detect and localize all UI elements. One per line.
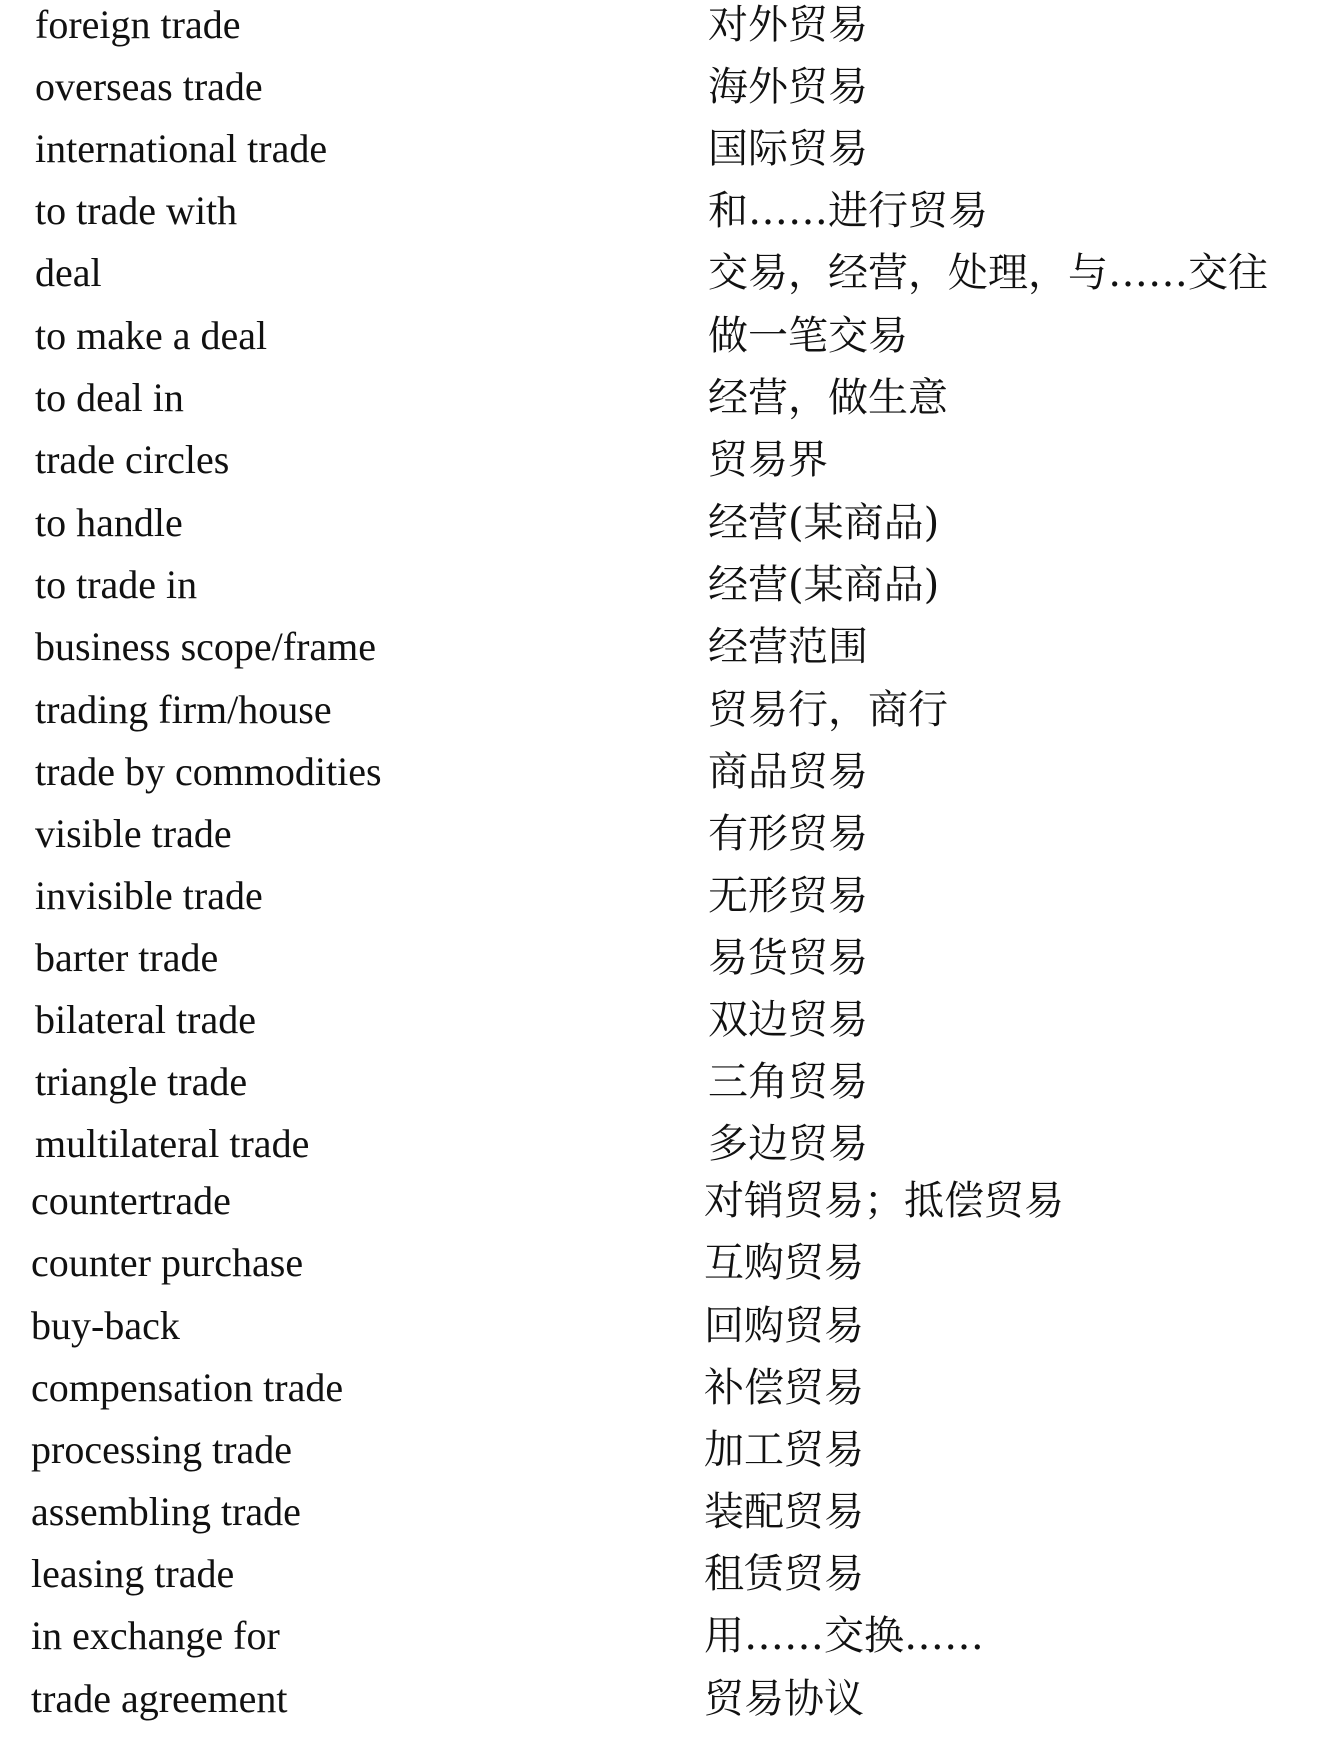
term-chinese: 商品贸易 — [708, 749, 868, 795]
term-chinese: 加工贸易 — [704, 1427, 864, 1473]
glossary-row — [0, 311, 1328, 373]
term-chinese: 和……进行贸易 — [708, 188, 988, 234]
glossary-row — [0, 62, 1328, 124]
glossary-row — [0, 248, 1328, 310]
glossary-row — [0, 1363, 1328, 1425]
term-chinese: 有形贸易 — [708, 811, 868, 857]
glossary-row — [0, 1674, 1328, 1736]
glossary-row — [0, 747, 1328, 809]
glossary-row — [0, 685, 1328, 747]
term-chinese: 易货贸易 — [708, 935, 868, 981]
glossary-row — [0, 809, 1328, 871]
term-english: trade by commodities — [35, 749, 382, 794]
term-english: assembling trade — [31, 1489, 301, 1534]
term-chinese: 交易，经营，处理，与……交往 — [708, 250, 1268, 296]
term-english: triangle trade — [35, 1059, 248, 1104]
glossary-row — [0, 373, 1328, 435]
glossary-row — [0, 1176, 1328, 1238]
term-english: visible trade — [35, 811, 232, 856]
term-english: overseas trade — [35, 64, 263, 109]
glossary-row — [0, 1611, 1328, 1673]
term-chinese: 经营(某商品) — [708, 500, 940, 546]
glossary-row — [0, 1549, 1328, 1611]
term-chinese: 补偿贸易 — [704, 1365, 864, 1411]
glossary-row — [0, 498, 1328, 560]
term-chinese: 经营范围 — [708, 624, 868, 670]
term-english: barter trade — [35, 935, 219, 980]
glossary-row — [0, 871, 1328, 933]
glossary-row — [0, 1301, 1328, 1363]
glossary-row — [0, 622, 1328, 684]
glossary-row — [0, 124, 1328, 186]
term-english: counter purchase — [31, 1240, 304, 1285]
term-chinese: 无形贸易 — [708, 873, 868, 919]
term-english: to trade with — [35, 188, 238, 233]
term-english: bilateral trade — [35, 997, 256, 1042]
term-chinese: 对销贸易；抵偿贸易 — [704, 1178, 1064, 1224]
term-english: trade circles — [35, 437, 230, 482]
term-chinese: 国际贸易 — [708, 126, 868, 172]
term-english: multilateral trade — [35, 1121, 310, 1166]
glossary-row — [0, 1425, 1328, 1487]
term-english: foreign trade — [35, 2, 241, 47]
glossary-row — [0, 1238, 1328, 1300]
term-english: to deal in — [35, 375, 184, 420]
term-english: to make a deal — [35, 313, 268, 358]
term-chinese: 经营(某商品) — [708, 562, 940, 608]
term-chinese: 对外贸易 — [708, 2, 868, 48]
term-chinese: 做一笔交易 — [708, 313, 908, 359]
glossary-row — [0, 1487, 1328, 1549]
term-english: international trade — [35, 126, 328, 171]
term-chinese: 三角贸易 — [708, 1059, 868, 1105]
term-english: in exchange for — [31, 1613, 280, 1658]
term-chinese: 双边贸易 — [708, 997, 868, 1043]
term-english: countertrade — [31, 1178, 231, 1223]
term-english: trade agreement — [31, 1676, 288, 1721]
term-chinese: 贸易界 — [708, 437, 828, 483]
term-chinese: 回购贸易 — [704, 1303, 864, 1349]
glossary-row — [0, 186, 1328, 248]
term-english: processing trade — [31, 1427, 293, 1472]
term-chinese: 租赁贸易 — [704, 1551, 864, 1597]
term-chinese: 多边贸易 — [708, 1121, 868, 1167]
glossary-row — [0, 1119, 1328, 1181]
term-english: invisible trade — [35, 873, 263, 918]
term-english: leasing trade — [31, 1551, 235, 1596]
term-english: deal — [35, 250, 102, 295]
term-chinese: 贸易协议 — [704, 1676, 864, 1722]
glossary-row — [0, 0, 1328, 62]
term-english: compensation trade — [31, 1365, 344, 1410]
term-english: buy-back — [31, 1303, 180, 1348]
term-chinese: 海外贸易 — [708, 64, 868, 110]
glossary-row — [0, 560, 1328, 622]
term-chinese: 装配贸易 — [704, 1489, 864, 1535]
term-chinese: 贸易行，商行 — [708, 687, 948, 733]
term-english: business scope/frame — [35, 624, 377, 669]
glossary-row — [0, 933, 1328, 995]
term-english: trading firm/house — [35, 687, 332, 732]
term-chinese: 互购贸易 — [704, 1240, 864, 1286]
glossary-row — [0, 435, 1328, 497]
term-english: to handle — [35, 500, 183, 545]
term-chinese: 经营，做生意 — [708, 375, 948, 421]
term-chinese: 用……交换…… — [704, 1613, 984, 1659]
term-english: to trade in — [35, 562, 198, 607]
glossary-row — [0, 995, 1328, 1057]
glossary-row — [0, 1057, 1328, 1119]
